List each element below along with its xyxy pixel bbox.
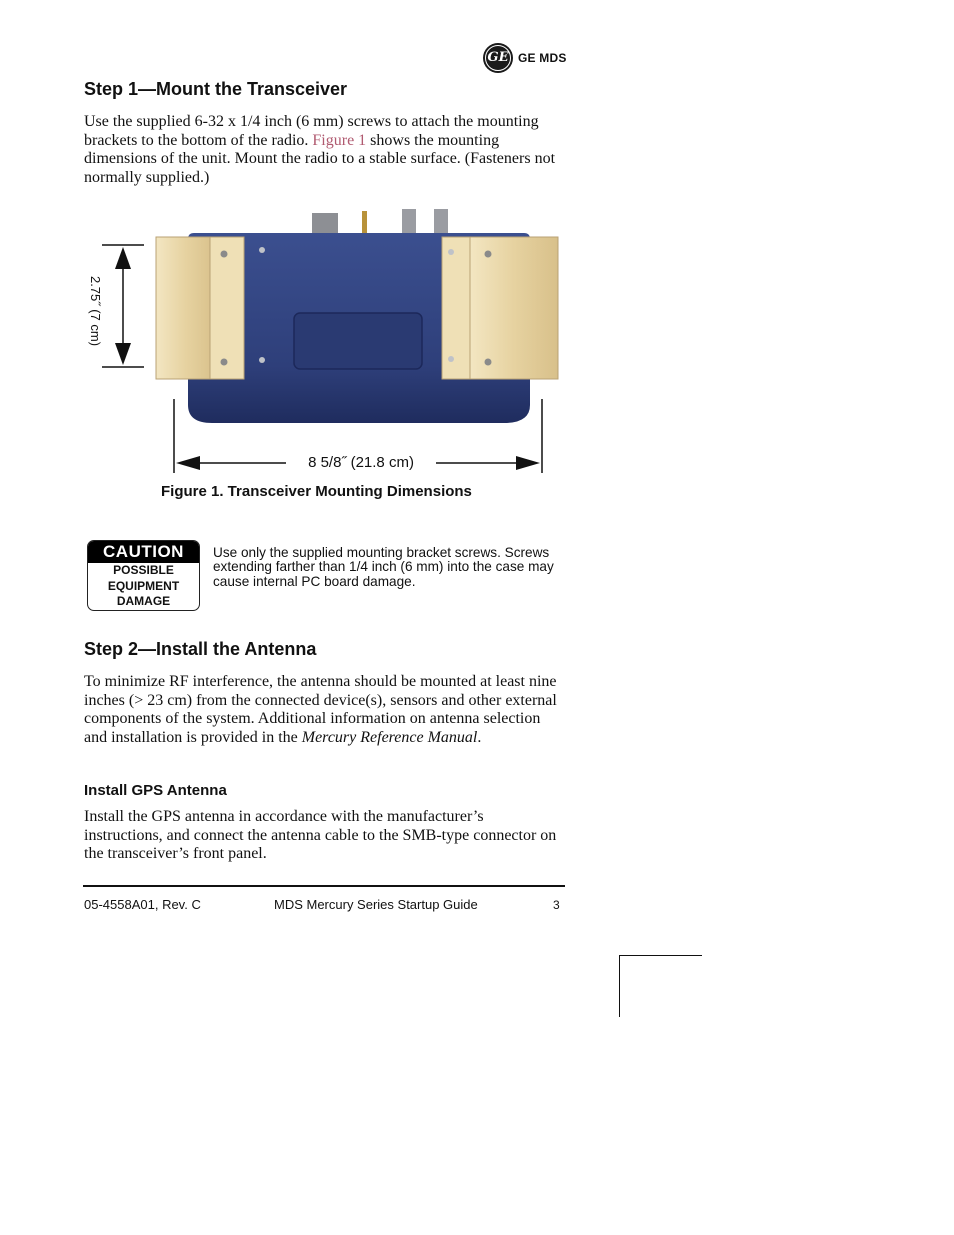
right-bracket-flange <box>470 237 558 379</box>
small-connector <box>362 211 367 235</box>
antenna-connector-left <box>402 209 416 235</box>
screw-icon <box>259 247 265 253</box>
reference-manual-title: Mercury Reference Manual <box>301 728 478 746</box>
height-label: 2.75˝ (7 cm) <box>88 275 103 347</box>
screw-icon <box>448 356 454 362</box>
transceiver-figure <box>84 195 564 485</box>
caution-line-1: POSSIBLE <box>113 563 174 577</box>
step2-text-b: . <box>477 728 482 746</box>
caution-line-2: EQUIPMENT <box>107 578 180 593</box>
footer-doc-number: 05-4558A01, Rev. C <box>84 897 201 912</box>
screw-icon <box>221 251 228 258</box>
footer-rule <box>83 885 565 887</box>
db9-connector <box>312 213 338 235</box>
gps-heading: Install GPS Antenna <box>84 782 227 799</box>
step2-text-a: To minimize RF interference, the antenna should be mounted at least nine inches (> 23 cm) from the connected device(s), sensors and other external components of the system. Additional information on antenna selection and installation is provided in the <box>84 673 557 746</box>
step1-heading: Step 1—Mount the Transceiver <box>84 79 348 99</box>
transceiver-drawing <box>84 195 564 485</box>
screw-icon <box>221 359 228 366</box>
step1-text-a: Use the supplied 6-32 x 1/4 inch (6 mm) screws to attach the mounting brackets to the bottom of the radio. <box>84 113 539 149</box>
screw-icon <box>448 249 454 255</box>
ge-mds-logo <box>483 43 573 75</box>
logo-text: GE MDS <box>518 51 567 65</box>
page-number: 3 <box>553 898 560 912</box>
antenna-connector-right <box>434 209 448 235</box>
logo-initials: GE <box>487 50 509 65</box>
arrow-down-icon <box>115 343 131 365</box>
screw-icon <box>485 359 492 366</box>
step1-paragraph <box>84 113 562 187</box>
step1-text-b: shows the mounting dimensions of the unit. Mount the radio to a stable surface. (Fasteners not normally supplied.) <box>84 131 556 186</box>
label-recess <box>294 313 422 369</box>
crop-mark-horizontal <box>619 955 702 956</box>
arrow-left-icon <box>176 456 200 470</box>
crop-mark-vertical <box>619 955 620 1017</box>
screw-icon <box>259 357 265 363</box>
figure-caption: Figure 1. Transceiver Mounting Dimensions <box>161 483 472 500</box>
arrow-right-icon <box>516 456 540 470</box>
footer-title: MDS Mercury Series Startup Guide <box>274 897 478 912</box>
caution-line-3: DAMAGE <box>116 594 171 608</box>
caution-title: CAUTION <box>88 541 199 563</box>
step2-paragraph <box>84 673 562 747</box>
gps-paragraph: Install the GPS antenna in accordance with the manufacturer’s instructions, and connect the antenna cable to the SMB-type connector on the transceiver’s front panel. <box>84 808 557 863</box>
screw-icon <box>485 251 492 258</box>
ge-logo-icon <box>483 43 513 73</box>
arrow-up-icon <box>115 247 131 269</box>
figure1-link[interactable]: Figure 1 <box>312 131 367 149</box>
left-bracket-flange <box>156 237 216 379</box>
step2-heading: Step 2—Install the Antenna <box>84 639 317 659</box>
caution-text: Use only the supplied mounting bracket screws. Screws extending farther than 1/4 inch (6 mm) into the case may cause internal PC board damage. <box>213 545 554 589</box>
caution-badge <box>87 540 200 611</box>
left-bracket-plate <box>210 237 244 379</box>
width-label: 8 5/8˝ (21.8 cm) <box>308 454 414 471</box>
